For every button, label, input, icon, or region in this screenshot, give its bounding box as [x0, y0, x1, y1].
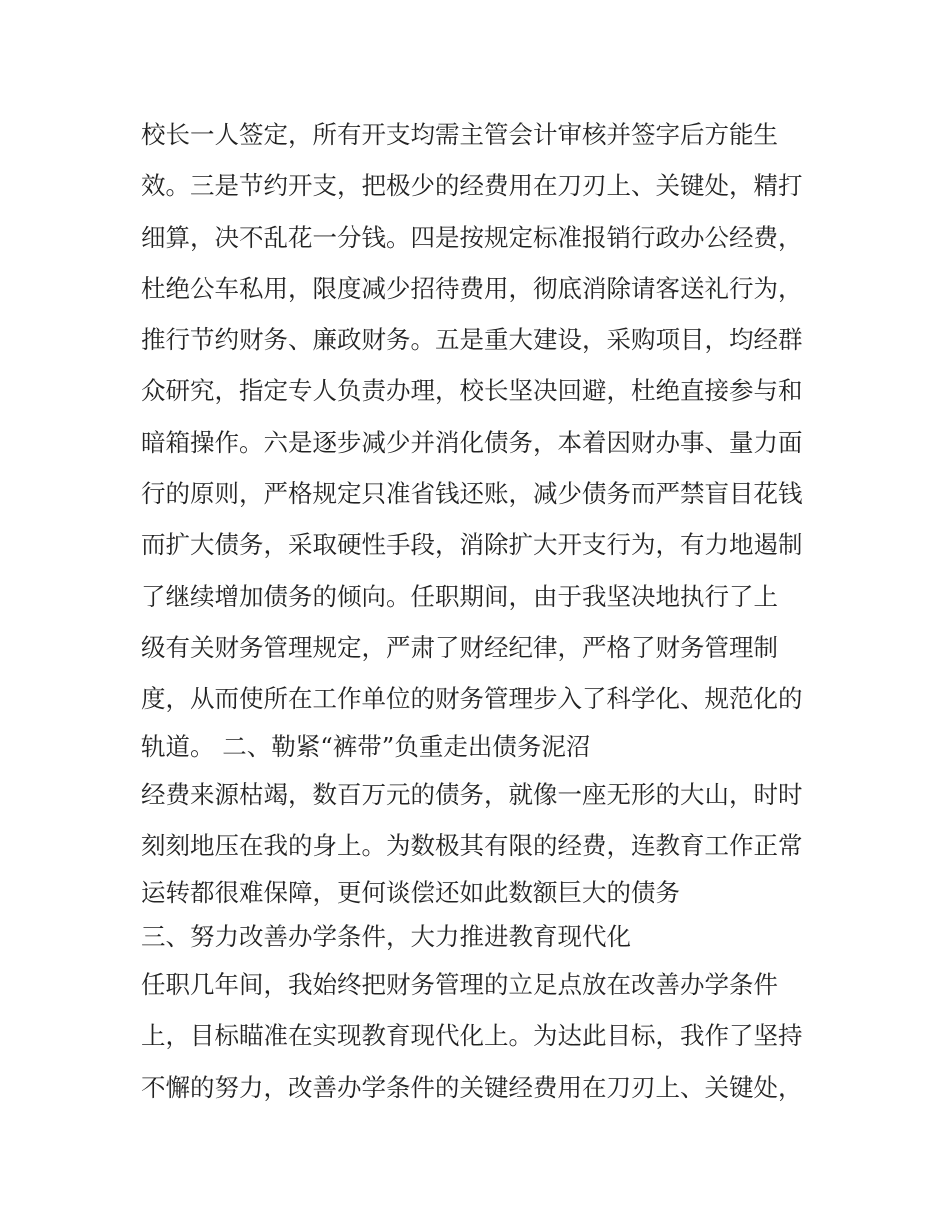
text-line: 了继续增加债务的倾向。任职期间，由于我坚决地执行了上	[141, 581, 778, 611]
text-line: 暗箱操作。六是逐步减少并消化债务，本着因财办事、量力面	[141, 427, 803, 457]
text-line: 经费来源枯竭，数百万元的债务，就像一座无形的大山，时时	[141, 779, 803, 809]
text-line: 而扩大债务，采取硬性手段，消除扩大开支行为，有力地遏制	[141, 530, 803, 560]
section-heading-line: 轨道。 二、勒紧“裤带”负重走出债务泥沼	[141, 731, 591, 761]
text-line: 细算，决不乱花一分钱。四是按规定标准报销行政办公经费，	[141, 222, 803, 252]
text-line: 上，目标瞄准在实现教育现代化上。为达此目标，我作了坚持	[141, 1021, 803, 1051]
text-line: 刻刻地压在我的身上。为数极其有限的经费，连教育工作正常	[141, 830, 803, 860]
text-line: 推行节约财务、廉政财务。五是重大建设，采购项目，均经群	[141, 325, 803, 355]
section-heading: 三、努力改善办学条件，大力推进教育现代化	[141, 922, 631, 952]
text-line: 杜绝公车私用，限度减少招待费用，彻底消除请客送礼行为，	[141, 273, 803, 303]
text-line: 任职几年间，我始终把财务管理的立足点放在改善办学条件	[141, 970, 778, 1000]
text-line: 众研究，指定专人负责办理，校长坚决回避，杜绝直接参与和	[141, 376, 803, 406]
text-line: 校长一人签定，所有开支均需主管会计审核并签字后方能生	[141, 120, 778, 149]
body-text	[141, 109, 821, 1113]
text-line: 行的原则，严格规定只准省钱还账，减少债务而严禁盲目花钱	[141, 479, 803, 509]
text-line: 效。三是节约开支，把极少的经费用在刀刃上、关键处，精打	[141, 171, 803, 201]
text-line: 级有关财务管理规定，严肃了财经纪律，严格了财务管理制	[141, 632, 778, 662]
text-line: 不懈的努力，改善办学条件的关键经费用在刀刃上、关键处，	[141, 1072, 803, 1102]
text-line: 度，从而使所在工作单位的财务管理步入了科学化、规范化的	[141, 684, 803, 714]
text-line: 运转都很难保障，更何谈偿还如此数额巨大的债务	[141, 878, 680, 908]
